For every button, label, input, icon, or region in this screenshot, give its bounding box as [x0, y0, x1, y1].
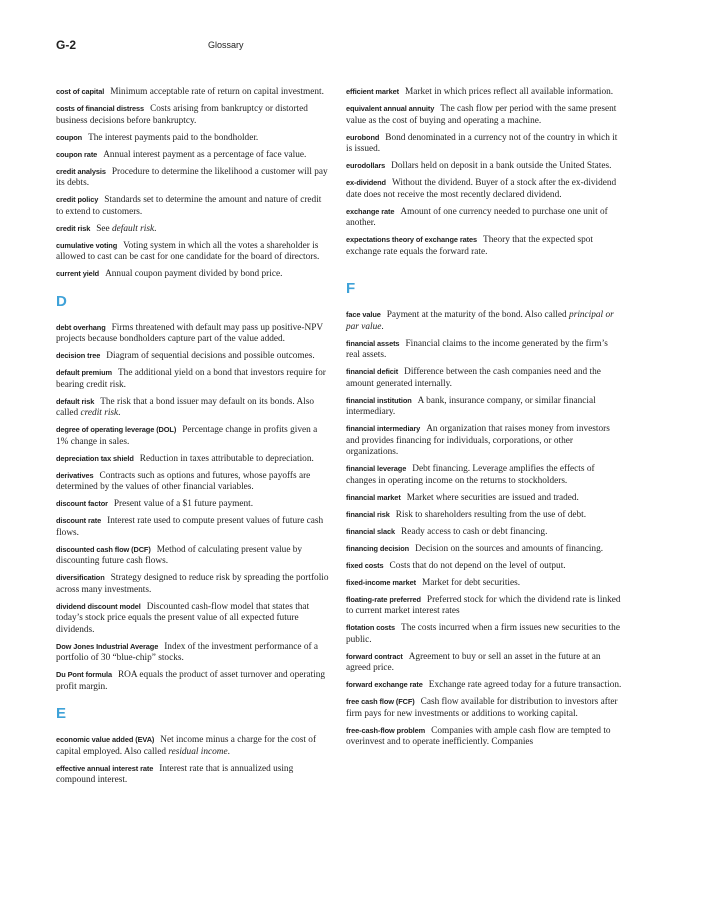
- glossary-term: financial market: [346, 492, 401, 502]
- glossary-definition: Preferred stock for which the dividend rate is linked to current market interest rates: [346, 594, 621, 616]
- glossary-definition: Risk to shareholders resulting from the use of debt.: [395, 509, 587, 520]
- glossary-term: efficient market: [346, 87, 400, 96]
- glossary-definition: The costs incurred when a firm issues new securities to the public.: [346, 623, 620, 645]
- glossary-entry-dow-jones-industrial-average: [56, 641, 330, 665]
- glossary-definition: The additional yield on a bond that investors require for bearing credit risk.: [56, 368, 326, 390]
- glossary-term: financial institution: [346, 395, 412, 405]
- glossary-definition: Bond denominated in a currency not of the country in which it is issued.: [346, 132, 618, 154]
- glossary-entry-free-cash-flow-problem: [346, 725, 622, 749]
- glossary-definition: Method of calculating present value by discounting future cash flows.: [56, 544, 303, 566]
- page-number: G-2: [56, 38, 77, 52]
- glossary-entry-diversification: [56, 572, 330, 596]
- glossary-definition: Payment at the maturity of the bond. Also called: [386, 310, 570, 320]
- glossary-definition-italic: residual income: [168, 746, 228, 757]
- glossary-entry-economic-value-added-eva: [56, 734, 330, 758]
- glossary-entry-equivalent-annual-annuity: [346, 103, 622, 127]
- glossary-term: financial risk: [346, 509, 390, 519]
- glossary-entry-exchange-rate: [346, 206, 622, 230]
- glossary-term: default premium: [56, 368, 112, 377]
- glossary-term: effective annual interest rate: [56, 763, 154, 773]
- glossary-entry-costs-of-financial-distress: [56, 103, 330, 127]
- section-letter-e: E: [56, 705, 67, 722]
- glossary-entry-degree-of-operating-leverage-dol: [56, 424, 330, 448]
- glossary-definition: Market for debt securities.: [421, 577, 521, 588]
- glossary-term: fixed-income market: [346, 577, 416, 587]
- glossary-definition-end: .: [227, 746, 230, 757]
- glossary-definition-italic: default risk: [111, 223, 155, 234]
- glossary-term: credit risk: [56, 223, 91, 233]
- glossary-term: forward contract: [346, 651, 403, 661]
- glossary-definition: Voting system in which all the votes a shareholder is allowed to cast can be cast for one candidate for the board of directors.: [56, 240, 320, 262]
- glossary-term: Du Pont formula: [56, 670, 112, 679]
- glossary-entry-financial-risk: [346, 509, 622, 522]
- glossary-entry-du-pont-formula: [56, 669, 330, 693]
- glossary-definition: Contracts such as options and futures, whose payoffs are determined by the values of other financial variables.: [56, 470, 311, 492]
- glossary-definition-end: .: [118, 408, 121, 418]
- glossary-right-column: [346, 86, 622, 753]
- glossary-entry-financial-slack: [346, 526, 622, 539]
- glossary-entry-credit-policy: [56, 194, 330, 218]
- glossary-term: financial intermediary: [346, 424, 421, 433]
- glossary-entry-efficient-market: [346, 86, 622, 99]
- glossary-definition: The interest payments paid to the bondholder.: [88, 132, 259, 143]
- glossary-term: costs of financial distress: [56, 104, 145, 113]
- glossary-left-column: [56, 86, 330, 791]
- glossary-definition-italic: credit risk: [80, 408, 119, 418]
- glossary-definition: Difference between the cash companies need and the amount generated internally.: [346, 367, 601, 389]
- glossary-entry-current-yield: [56, 268, 330, 281]
- glossary-entry-free-cash-flow-fcf: [346, 696, 622, 720]
- glossary-definition: Dollars held on deposit in a bank outside the United States.: [391, 161, 612, 171]
- glossary-term: cost of capital: [56, 87, 105, 96]
- glossary-entry-eurobond: [346, 132, 622, 156]
- glossary-term: free cash flow (FCF): [346, 697, 415, 706]
- glossary-term: forward exchange rate: [346, 680, 423, 689]
- glossary-entry-coupon-rate: [56, 149, 330, 162]
- glossary-definition: Decision on the sources and amounts of financing.: [415, 543, 604, 554]
- glossary-definition: A bank, insurance company, or similar financial intermediary.: [346, 395, 596, 417]
- glossary-entry-cost-of-capital: [56, 86, 330, 99]
- glossary-definition: Interest rate that is annualized using compound interest.: [56, 763, 294, 785]
- glossary-term: discounted cash flow (DCF): [56, 544, 151, 554]
- glossary-term: financial leverage: [346, 464, 407, 473]
- glossary-definition: Net income minus a charge for the cost of capital employed. Also called: [56, 735, 317, 757]
- glossary-definition: Percentage change in profits given a 1% change in sales.: [56, 425, 318, 447]
- glossary-term: debt overhang: [56, 322, 106, 332]
- glossary-term: floating-rate preferred: [346, 594, 421, 604]
- glossary-definition: Costs arising from bankruptcy or distorted business decisions before bankruptcy.: [56, 104, 308, 126]
- glossary-entry-financial-leverage: [346, 463, 622, 487]
- glossary-term: current yield: [56, 269, 100, 278]
- glossary-entry-face-value: [346, 309, 622, 333]
- page-header: [56, 38, 646, 54]
- glossary-entry-financial-deficit: [346, 366, 622, 390]
- glossary-definition: Strategy designed to reduce risk by spreading the portfolio across many investments.: [56, 573, 329, 595]
- glossary-term: credit analysis: [56, 166, 106, 176]
- glossary-definition: The risk that a bond issuer may default on its bonds. Also called: [56, 396, 315, 418]
- glossary-entry-effective-annual-interest-rate: [56, 763, 330, 787]
- glossary-definition-end: .: [154, 223, 157, 234]
- glossary-term: exchange rate: [346, 206, 395, 216]
- glossary-term: default risk: [56, 396, 95, 406]
- section-letter-f: F: [346, 280, 356, 297]
- glossary-definition: Minimum acceptable rate of return on capital investment.: [110, 87, 324, 97]
- glossary-definition: Market where securities are issued and traded.: [406, 492, 579, 503]
- glossary-term: flotation costs: [346, 623, 396, 632]
- glossary-entry-dividend-discount-model: [56, 601, 330, 637]
- glossary-definition: Procedure to determine the likelihood a customer will pay its debts.: [56, 166, 328, 188]
- glossary-entry-financial-institution: [346, 395, 622, 419]
- glossary-term: diversification: [56, 573, 105, 582]
- glossary-term: discount rate: [56, 516, 102, 525]
- glossary-term: financial slack: [346, 526, 396, 536]
- glossary-entry-discount-factor: [56, 498, 330, 511]
- glossary-definition: Companies with ample cash flow are tempted to overinvest and to operate inefficiently. Companies: [346, 725, 611, 747]
- glossary-entry-forward-exchange-rate: [346, 679, 622, 692]
- glossary-definition: Present value of a $1 future payment.: [113, 499, 254, 509]
- glossary-definition: Exchange rate agreed today for a future transaction.: [428, 680, 622, 690]
- glossary-entry-fixed-costs: [346, 560, 622, 573]
- glossary-definition: ROA equals the product of asset turnover and operating profit margin.: [56, 670, 326, 692]
- glossary-definition-end: .: [381, 321, 384, 332]
- glossary-term: economic value added (EVA): [56, 735, 155, 744]
- glossary-term: discount factor: [56, 499, 108, 508]
- glossary-definition: The cash flow per period with the same present value as the cost of buying and operating a machine.: [346, 104, 617, 126]
- glossary-entry-eurodollars: [346, 160, 622, 173]
- glossary-definition: See: [96, 223, 112, 234]
- glossary-definition: Theory that the expected spot exchange rate equals the forward rate.: [346, 235, 594, 257]
- glossary-entry-financial-assets: [346, 338, 622, 362]
- glossary-entry-cumulative-voting: [56, 240, 330, 264]
- glossary-entry-financing-decision: [346, 543, 622, 556]
- glossary-entry-debt-overhang: [56, 322, 330, 346]
- glossary-term: expectations theory of exchange rates: [346, 235, 478, 244]
- glossary-term: degree of operating leverage (DOL): [56, 425, 177, 434]
- glossary-term: dividend discount model: [56, 601, 141, 611]
- glossary-definition: Index of the investment performance of a portfolio of 30 “blue-chip” stocks.: [56, 641, 319, 663]
- glossary-entry-credit-risk: [56, 223, 330, 236]
- glossary-definition-italic: principal or par value: [346, 310, 614, 332]
- glossary-definition: Agreement to buy or sell an asset in the future at an agreed price.: [346, 651, 601, 673]
- glossary-definition: Financial claims to the income generated by the firm’s real assets.: [346, 338, 608, 360]
- glossary-definition: Annual interest payment as a percentage of face value.: [103, 149, 307, 160]
- glossary-definition: Market in which prices reflect all available information.: [405, 87, 614, 97]
- glossary-term: credit policy: [56, 195, 99, 204]
- glossary-definition: Debt financing. Leverage amplifies the effects of changes in operating income on the returns to stockholders.: [346, 464, 595, 486]
- glossary-term: financial deficit: [346, 367, 399, 376]
- glossary-entry-credit-analysis: [56, 166, 330, 190]
- glossary-definition: Diagram of sequential decisions and possible outcomes.: [106, 351, 315, 361]
- glossary-definition: Annual coupon payment divided by bond price.: [105, 269, 283, 279]
- glossary-definition: An organization that raises money from investors and provides financing for individuals, corporations, or other organizations.: [346, 424, 610, 457]
- glossary-term: fixed costs: [346, 560, 384, 570]
- glossary-entry-fixed-income-market: [346, 577, 622, 590]
- glossary-term: equivalent annual annuity: [346, 104, 435, 113]
- glossary-definition: Ready access to cash or debt financing.: [401, 526, 548, 537]
- glossary-term: financial assets: [346, 338, 400, 348]
- glossary-definition: Amount of one currency needed to purchase one unit of another.: [346, 206, 608, 228]
- glossary-entry-floating-rate-preferred: [346, 594, 622, 618]
- glossary-entry-ex-dividend: [346, 177, 622, 201]
- glossary-definition: Cash flow available for distribution to investors after firm pays for new investments or additions to working capital.: [346, 697, 618, 719]
- glossary-definition: Without the dividend. Buyer of a stock after the ex-dividend date does not receive the most recently declared dividend.: [346, 178, 617, 200]
- glossary-term: ex-dividend: [346, 178, 386, 187]
- section-letter-d: D: [56, 292, 67, 310]
- glossary-term: cumulative voting: [56, 240, 118, 250]
- glossary-entry-forward-contract: [346, 651, 622, 675]
- glossary-term: Dow Jones Industrial Average: [56, 641, 159, 651]
- glossary-term: depreciation tax shield: [56, 453, 134, 463]
- glossary-term: financing decision: [346, 543, 410, 553]
- glossary-definition: Discounted cash-flow model that states that today’s stock price equals the present value of all expected future dividends.: [56, 601, 310, 635]
- glossary-entry-financial-market: [346, 492, 622, 505]
- glossary-definition: Reduction in taxes attributable to depreciation.: [139, 453, 314, 464]
- glossary-term: derivatives: [56, 470, 94, 480]
- glossary-term: coupon: [56, 132, 83, 142]
- glossary-entry-coupon: [56, 132, 330, 145]
- glossary-entry-decision-tree: [56, 350, 330, 363]
- glossary-term: coupon rate: [56, 149, 98, 159]
- glossary-entry-flotation-costs: [346, 622, 622, 646]
- glossary-entry-financial-intermediary: [346, 423, 622, 459]
- glossary-entry-discount-rate: [56, 515, 330, 539]
- glossary-entry-derivatives: [56, 470, 330, 494]
- glossary-term: face value: [346, 310, 381, 319]
- glossary-entry-expectations-theory-of-exchange-rates: [346, 234, 622, 258]
- glossary-entry-discounted-cash-flow-dcf: [56, 544, 330, 568]
- glossary-term: eurobond: [346, 132, 380, 142]
- glossary-entry-default-premium: [56, 367, 330, 391]
- glossary-definition: Interest rate used to compute present values of future cash flows.: [56, 516, 324, 538]
- glossary-term: decision tree: [56, 351, 101, 360]
- glossary-term: free-cash-flow problem: [346, 725, 426, 735]
- glossary-definition: Firms threatened with default may pass up positive-NPV projects because bondholders capture part of the value added.: [56, 322, 323, 344]
- glossary-definition: Costs that do not depend on the level of output.: [389, 560, 566, 571]
- glossary-definition: Standards set to determine the amount and nature of credit to extend to customers.: [56, 195, 322, 217]
- glossary-entry-default-risk: [56, 396, 330, 420]
- running-title: Glossary: [208, 40, 244, 50]
- glossary-term: eurodollars: [346, 161, 386, 170]
- glossary-entry-depreciation-tax-shield: [56, 453, 330, 466]
